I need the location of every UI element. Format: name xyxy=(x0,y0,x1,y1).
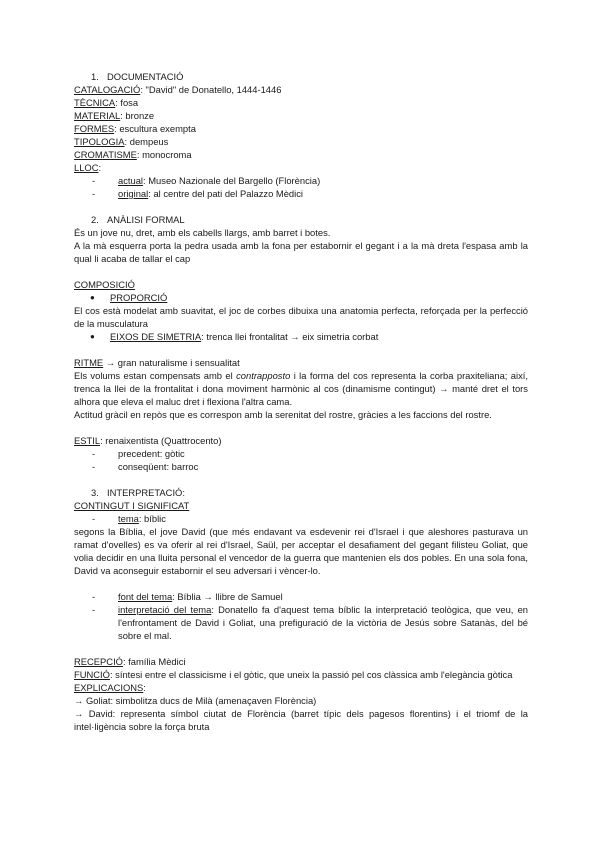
field-colon: : xyxy=(98,162,102,173)
list-item-interpretacio-tema xyxy=(74,603,528,642)
bullet-eixos xyxy=(74,330,528,343)
field-tecnica xyxy=(74,96,528,109)
section-title: DOCUMENTACIÓ xyxy=(107,71,184,82)
bullet-label: EIXOS DE SIMETRIA xyxy=(110,331,202,342)
item-text: conseqüent: barroc xyxy=(118,461,199,472)
field-formes xyxy=(74,122,528,135)
bullet-label: PROPORCIÓ xyxy=(110,292,168,303)
paragraph: A la mà esquerra porta la pedra usada amb la fona per estabornir el gegant i a la mà dreta l'espasa amb la qual li acaba de tallar el cap xyxy=(74,240,528,264)
subheading-contingut: CONTINGUT I SIGNIFICAT xyxy=(74,500,190,511)
item-label: original xyxy=(118,188,149,199)
field-catalogacio xyxy=(74,83,528,96)
field-value: : fosa xyxy=(115,97,139,108)
section-title: ANÀLISI FORMAL xyxy=(107,214,185,225)
field-material xyxy=(74,109,528,122)
ritme-label: RITME xyxy=(74,357,104,368)
estil-heading xyxy=(74,434,528,447)
list-item-lloc-actual xyxy=(74,174,528,187)
list-item-tema xyxy=(74,512,528,525)
section-heading-analisi-formal xyxy=(74,213,528,226)
item-text: precedent: gòtic xyxy=(118,448,185,459)
list-item-lloc-original xyxy=(74,187,528,200)
ritme-heading xyxy=(74,356,528,369)
field-value: : bronze xyxy=(120,110,155,121)
dash-marker: - xyxy=(92,604,96,615)
item-label: font del tema xyxy=(118,591,173,602)
ritme-value: → gran naturalisme i sensualitat xyxy=(103,357,240,368)
list-item-estil xyxy=(74,460,528,473)
bullet-value: : trenca llei frontalitat → eix simetria corbat xyxy=(201,331,379,342)
explanation-goliat: → Goliat: simbolitza ducs de Milà (amenaçaven Florència) xyxy=(74,695,317,706)
text-run-italic: contrapposto xyxy=(236,370,291,381)
text-run: Els volums estan compensats amb el xyxy=(74,370,237,381)
list-item-estil xyxy=(74,447,528,460)
field-value: : monocroma xyxy=(136,149,192,160)
field-tipologia xyxy=(74,135,528,148)
field-value: : síntesi entre el classicisme i el gòtic, que uneix la passió pel cos clàssica amb l'elegància gòtica xyxy=(109,669,513,680)
field-value: : escultura exempta xyxy=(114,123,196,134)
field-label: FORMES xyxy=(74,123,115,134)
item-label: interpretació del tema xyxy=(118,604,212,615)
field-cromatisme xyxy=(74,148,528,161)
paragraph: El cos està modelat amb suavitat, el joc de corbes dibuixa una anatomia perfecta, reforçada per la perfecció de la musculatura xyxy=(74,305,528,329)
paragraph-ritme xyxy=(74,369,528,408)
bullet-proporcio xyxy=(74,291,528,304)
section-title: INTERPRETACIÓ: xyxy=(107,487,185,498)
paragraph: És un jove nu, dret, amb els cabells llargs, amb barret i botes. xyxy=(74,227,331,238)
field-lloc xyxy=(74,161,528,174)
field-label: CROMATISME xyxy=(74,149,137,160)
dash-marker: - xyxy=(92,591,96,602)
dash-marker: - xyxy=(92,175,96,186)
dash-marker: - xyxy=(92,461,96,472)
field-label: MATERIAL xyxy=(74,110,121,121)
subheading-composicio: COMPOSICIÓ xyxy=(74,279,135,290)
list-item-font-tema xyxy=(74,590,528,603)
field-recepcio xyxy=(74,655,528,668)
item-value: : Bíblia → llibre de Samuel xyxy=(172,591,283,602)
section-heading-interpretacio xyxy=(74,486,528,499)
item-label: actual xyxy=(118,175,144,186)
field-label: TÈCNICA xyxy=(74,97,116,108)
field-label: LLOC xyxy=(74,162,99,173)
section-number: 2. xyxy=(91,214,99,225)
field-label: EXPLICACIONS xyxy=(74,682,144,693)
field-funcio xyxy=(74,668,528,681)
field-value: : dempeus xyxy=(124,136,169,147)
bullet-marker: ● xyxy=(90,332,95,341)
document-page xyxy=(74,70,528,733)
estil-value: : renaixentista (Quattrocento) xyxy=(100,435,222,446)
field-value: : família Mèdici xyxy=(122,656,186,667)
dash-marker: - xyxy=(92,188,96,199)
section-number: 3. xyxy=(91,487,99,498)
text-run: i la forma del cos representa la corba praxiteliana; així, trenca la llei de la frontalitat i dona moviment harmònic al cos (dinamisme contingut) → manté dret el tors alhora que eleva el maluc dret i flexiona l'altra cama. xyxy=(74,370,528,407)
field-explicacions xyxy=(74,681,528,694)
field-label: TIPOLOGIA xyxy=(74,136,125,147)
item-value: : Museo Nazionale del Bargello (Florència) xyxy=(143,175,321,186)
dash-marker: - xyxy=(92,513,96,524)
item-label: tema xyxy=(118,513,139,524)
field-label: CATALOGACIÓ xyxy=(74,84,141,95)
paragraph: segons la Bíblia, el jove David (que més endavant va esdevenir rei d'Israel i que aleshores pasturava un ramat d'ovelles) es va oferir al rei d'Israel, Saül, per acceptar el desafiament del gegant filisteu Goliat, que volia decidir en una lluita personal el vencedor de la guerra que mantenien els dos pobles. En una sola fona, David va aconseguir estabornir el seu adversari i vèncer-lo. xyxy=(74,526,528,576)
item-value: : Donatello fa d'aquest tema bíblic la interpretació teològica, que veu, en l'enfrontament de David i Goliat, una prefiguració de la victòria de Jesús sobre Satanàs, del bé sobre el mal. xyxy=(118,604,529,641)
bullet-marker: ● xyxy=(90,293,95,302)
explanation-david: → David: representa símbol ciutat de Florència (barret típic dels pagesos florentins) i el triomf de la intel·ligència sobre la força bruta xyxy=(74,708,528,732)
dash-marker: - xyxy=(92,448,96,459)
field-label: FUNCIÓ xyxy=(74,669,110,680)
estil-label: ESTIL xyxy=(74,435,101,446)
field-colon: : xyxy=(143,682,146,693)
item-value: : al centre del pati del Palazzo Mèdici xyxy=(148,188,304,199)
section-number: 1. xyxy=(91,71,99,82)
field-value: : "David" de Donatello, 1444-1446 xyxy=(140,84,282,95)
item-value: : bíblic xyxy=(138,513,166,524)
section-heading-documentacio xyxy=(74,70,528,83)
paragraph: Actitud gràcil en repòs que es correspon amb la serenitat del rostre, gràcies a les faccions del rostre. xyxy=(74,409,492,420)
field-label: RECEPCIÓ xyxy=(74,656,123,667)
